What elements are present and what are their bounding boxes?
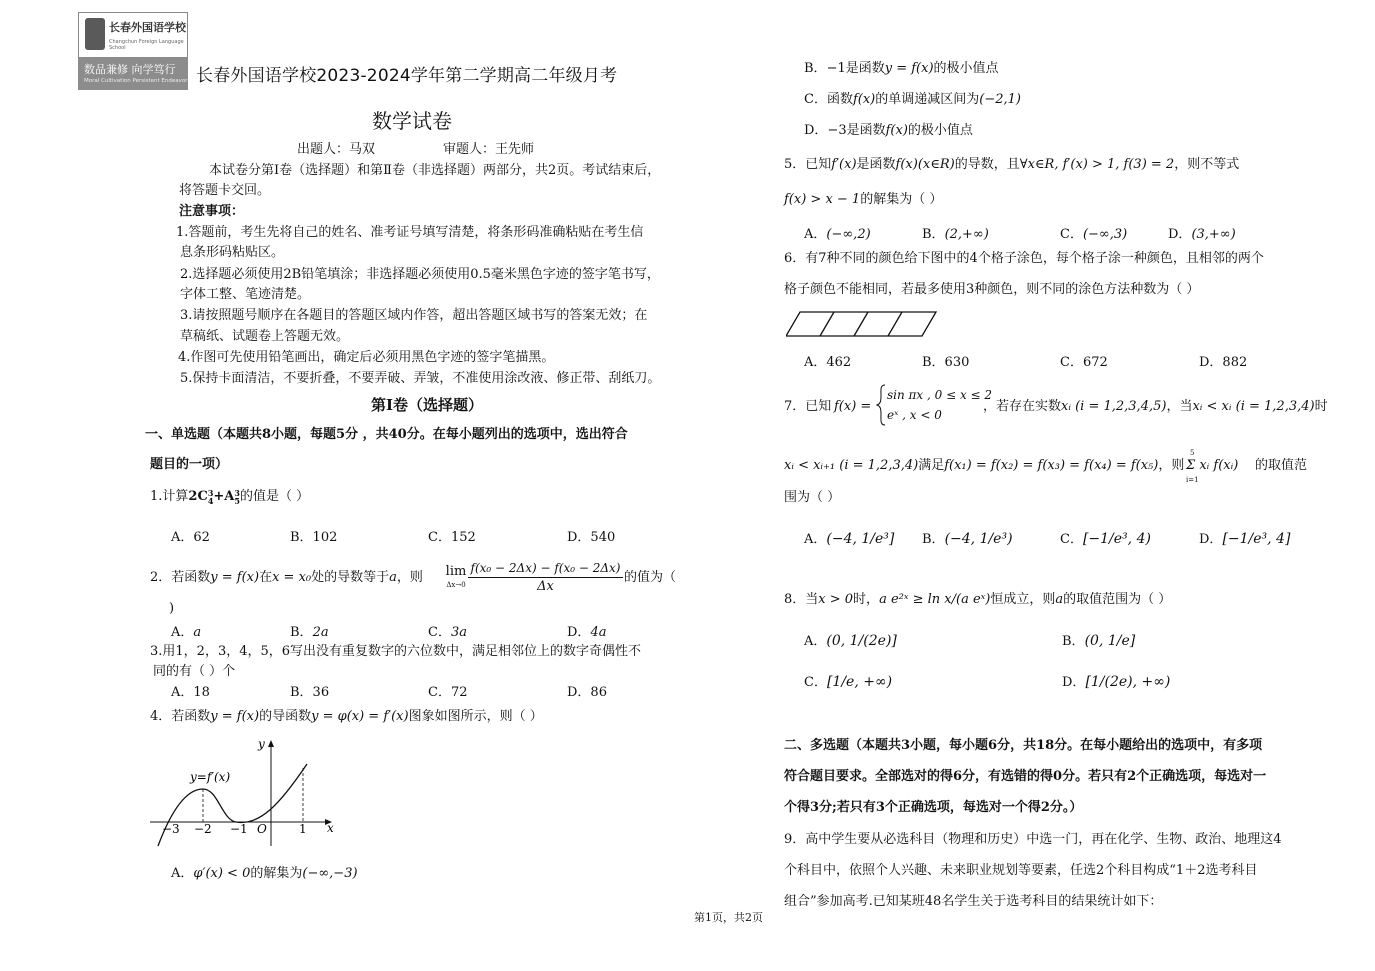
q8-option-a-label: A． <box>804 634 827 649</box>
q4-option-a-set: (−∞,−3) <box>302 866 358 881</box>
q7-option-b <box>922 530 1013 549</box>
q6-grid-divider-3 <box>888 312 902 336</box>
q6-line1: 6．有7种不同的颜色给下图中的4个格子涂色，每个格子涂一种颜色，且相邻的两个 <box>784 251 1264 266</box>
q5-ineq: f(x) > x − 1 <box>784 192 861 207</box>
q2-option-a-label: A． <box>171 625 194 640</box>
exam-title: 长春外国语学校2023-2024学年第二学期高二年级月考 <box>196 66 618 86</box>
section1-line1: 一、单选题（本题共8小题，每题5分 ，共40分。在每小题列出的选项中，选出符合 <box>145 427 628 442</box>
q4-fx: y = f(x) <box>210 709 260 724</box>
q5-stem-a: 5．已知 <box>784 157 832 172</box>
q5-option-a-label: A． <box>804 227 827 242</box>
q8-stem-d: 的取值范围为（ ） <box>1063 592 1172 607</box>
q7-option-d-value: [−1/e³, 4] <box>1222 531 1291 547</box>
q7-option-d-label: D． <box>1199 532 1223 547</box>
q5-stem-c: 的导数，且 <box>954 157 1020 172</box>
q8-stem <box>784 591 1171 609</box>
q4-option-d-text1: −3是函数 <box>827 123 886 138</box>
q3-line2: 同的有（ ）个 <box>153 664 236 679</box>
q2-fraction <box>468 560 623 595</box>
q2-option-c-label: C． <box>428 625 451 640</box>
school-logo <box>78 12 188 90</box>
notice-5: 5.保持卡面清洁，不要折叠，不要弄破、弄皱，不准使用涂改液、修正带、刮纸刀。 <box>180 371 661 386</box>
q7-case2: eˣ , x < 0 <box>887 408 942 422</box>
subject-title: 数学试卷 <box>372 109 452 133</box>
q5-stem <box>784 156 1239 174</box>
q2-option-b-value: 2a <box>312 625 329 640</box>
q2-lim-sub: Δx→0 <box>446 581 466 589</box>
q2-denominator: Δx <box>537 579 554 594</box>
q7-stem-rest <box>983 398 1328 416</box>
q7-option-a <box>804 530 894 549</box>
q4-tick-m2: −2 <box>194 822 212 836</box>
q4-option-b-text2: 的极小值点 <box>933 61 999 76</box>
q8-option-d-value: [1/(2e), +∞) <box>1085 674 1171 690</box>
notice-1a: 1.答题前，考生先将自己的姓名、准考证号填写清楚，将条形码准确粘贴在考生信 <box>176 225 644 240</box>
q5-stem-e: 的解集为（ ） <box>860 192 943 207</box>
q5-option-b-label: B． <box>922 227 945 242</box>
q1-expr-sup: 3 <box>207 487 214 498</box>
q2-option-b <box>290 624 329 642</box>
q8-option-c-label: C． <box>804 675 827 690</box>
q1-option-d: D．540 <box>567 530 616 545</box>
q4-gx: y = φ(x) = f′(x) <box>311 709 409 724</box>
q2-stem <box>150 569 423 587</box>
q4-option-d-text2: 的极小值点 <box>907 123 973 138</box>
q4-option-b-fx: y = f(x) <box>884 61 934 76</box>
q5-stem-d: ，则不等式 <box>1174 157 1240 172</box>
logo-motto-panel <box>78 58 188 90</box>
q7-line2-eq: f(x₁) = f(x₂) = f(x₃) = f(x₄) = f(x₅) <box>944 458 1159 473</box>
logo-motto-en: Moral Cultivation Persistent Endeavor <box>84 78 188 84</box>
q7-sum-bot: i=1 <box>1186 476 1199 484</box>
q2-option-c-value: 3a <box>450 625 467 640</box>
q6-option-c: C．672 <box>1060 355 1108 370</box>
q4-stem <box>150 708 543 726</box>
author: 出题人：马双 <box>297 142 376 157</box>
q7-option-c-label: C． <box>1060 532 1083 547</box>
q1-stem <box>150 488 309 506</box>
q4-option-a-expr: φ′(x) < 0 <box>193 866 251 881</box>
notice-title: 注意事项： <box>179 204 245 219</box>
q2-close: ) <box>169 601 175 616</box>
q1-plus: +A <box>213 489 235 504</box>
q3-option-b: B．36 <box>290 685 330 700</box>
page-footer: 第1页，共2页 <box>694 911 763 924</box>
intro-line1: 本试卷分第Ⅰ卷（选择题）和第Ⅱ卷（非选择题）两部分，共2页。考试结束后， <box>209 163 661 178</box>
q2-stem-b: 处的导数等于 <box>311 570 390 585</box>
q2-option-d-value: 4a <box>590 625 607 640</box>
q3-option-a: A．18 <box>171 685 210 700</box>
q5-option-d-label: D． <box>1168 227 1192 242</box>
q7-stem-a: 7．已知 <box>784 399 832 414</box>
q4-tick-1: 1 <box>299 822 307 836</box>
q4-option-a <box>171 865 358 883</box>
q4-origin-label: O <box>257 822 267 836</box>
q4-derivative-graph <box>150 734 340 849</box>
q3-option-d: D．86 <box>567 685 607 700</box>
q5-option-b <box>922 226 989 244</box>
q7-line2-d: 的取值范 <box>1255 458 1308 473</box>
q7-xi: xᵢ (i = 1,2,3,4,5) <box>1061 399 1167 414</box>
q2-lim-text: lim <box>445 564 467 579</box>
q4-option-c-label: C． <box>804 92 827 107</box>
q5-option-d <box>1168 226 1236 244</box>
q6-option-b: B．630 <box>922 355 970 370</box>
q5-option-b-value: (2,+∞) <box>944 227 989 242</box>
q7-stem-c: ，当 <box>1166 399 1193 414</box>
q2-fx: y = f(x) <box>210 570 260 585</box>
q2-option-b-label: B． <box>290 625 313 640</box>
notice-1b: 息条形码粘贴区。 <box>180 245 285 260</box>
q6-grid-figure <box>786 310 938 338</box>
q5-option-c-label: C． <box>1060 227 1083 242</box>
q7-line2-b: 满足 <box>918 458 945 473</box>
notice-2a: 2.选择题必须使用2B铅笔填涂；非选择题必须使用0.5毫米黑色字迹的签字笔书写， <box>180 267 660 282</box>
q5-stem-b: 是函数 <box>856 157 896 172</box>
q2-option-d <box>567 624 606 642</box>
q7-option-a-value: (−4, 1/e³] <box>826 531 895 547</box>
q4-option-d-label: D． <box>804 123 828 138</box>
q7-line3: 围为（ ） <box>784 490 841 505</box>
q7-sum-top: 5 <box>1190 449 1195 457</box>
q1-plus-sub: 5 <box>234 495 240 506</box>
q5-option-a-value: (−∞,2) <box>826 227 871 242</box>
notice-4: 4.作图可先使用铅笔画出，确定后必须用黑色字迹的签字笔描黑。 <box>178 350 555 365</box>
q9-line1: 9．高中学生要从必选科目（物理和历史）中选一门，再在化学、生物、政治、地理这4 <box>784 832 1282 847</box>
q4-tick-m1: −1 <box>230 822 248 836</box>
q2-stem-a: 2．若函数 <box>150 570 211 585</box>
q7-stem-d: 时 <box>1314 399 1328 414</box>
q4-option-b <box>804 60 999 78</box>
q2-stem-c: ，则 <box>396 570 423 585</box>
q8-option-a <box>804 632 897 651</box>
q9-line3: 组合”参加高考.已知某班48名学生关于选考科目的结果统计如下： <box>784 894 1163 909</box>
section2-line3: 个得3分;若只有3个正确选项，每选对一个得2分。） <box>784 800 1083 815</box>
q8-option-a-value: (0, 1/(2e)] <box>826 633 897 649</box>
section1-line2: 题目的一项） <box>150 457 229 472</box>
q5-stem2 <box>784 191 942 209</box>
q1-stem-b: 的值是（ ） <box>239 489 310 504</box>
q6-grid-divider-2 <box>854 312 868 336</box>
q7-sum: Σ xᵢ f(xᵢ) <box>1186 458 1239 473</box>
q7-option-b-value: (−4, 1/e³) <box>944 531 1013 547</box>
q8-option-b-value: (0, 1/e] <box>1084 633 1136 649</box>
part1-title: 第Ⅰ卷（选择题） <box>371 396 484 414</box>
q1-option-b: B．102 <box>290 530 338 545</box>
q7-line2 <box>784 457 1184 475</box>
q3-option-c: C．72 <box>428 685 468 700</box>
q7-fdef: f(x) = <box>834 399 872 414</box>
q4-option-b-text1: −1是函数 <box>826 61 885 76</box>
q8-option-b <box>1062 632 1135 651</box>
q8-a: a <box>1055 592 1064 607</box>
q5-option-d-value: (3,+∞) <box>1191 227 1236 242</box>
q8-ineq: a e²ˣ ≥ ln x/(a eˣ) <box>879 592 991 607</box>
q4-option-c-set: (−2,1) <box>979 92 1021 107</box>
q4-graph-label: y=f′(x) <box>190 770 231 784</box>
logo-school-en: Changchun Foreign Language School <box>109 39 184 51</box>
q8-option-d <box>1062 673 1170 692</box>
q1-expr-sub: 4 <box>207 495 214 506</box>
q1-stem-a: 1.计算 <box>150 489 189 504</box>
logo-top-panel <box>78 12 188 58</box>
q2-option-a-value: a <box>193 625 202 640</box>
q8-option-d-label: D． <box>1062 675 1086 690</box>
q8-stem-a: 8．当 <box>784 592 819 607</box>
q4-option-b-label: B． <box>804 61 827 76</box>
q4-option-c-text1: 函数 <box>826 92 853 107</box>
q4-option-d-fx: f(x) <box>885 123 908 138</box>
notice-3b: 草稿纸、试题卷上答题无效。 <box>180 329 350 344</box>
q4-option-d <box>804 122 973 140</box>
q7-option-c <box>1060 530 1151 549</box>
q8-option-b-label: B． <box>1062 634 1085 649</box>
q2-option-c <box>428 624 467 642</box>
q7-stem-b: ，若存在实数 <box>983 399 1062 414</box>
q2-stem-d: 的值为（ <box>624 570 677 585</box>
intro-line2: 将答题卡交回。 <box>179 183 271 198</box>
q1-expr: 2C <box>188 489 208 504</box>
q1-option-c: C．152 <box>428 530 476 545</box>
section2-line2: 符合题目要求。全部选对的得6分，有选错的得0分。若只有2个正确选项，每选对一 <box>784 769 1267 784</box>
q7-option-d <box>1199 530 1290 549</box>
q4-option-c-fx: f(x) <box>852 92 876 107</box>
q5-fx: f(x)(x∈R) <box>895 157 955 172</box>
q4-option-c <box>804 91 1021 109</box>
q9-line2: 个科目中，依照个人兴趣、未来职业规划等要素，任选2个科目构成“1＋2选考科目 <box>784 863 1258 878</box>
reviewer: 审题人：王先师 <box>443 142 535 157</box>
q2-option-d-label: D． <box>567 625 591 640</box>
q6-grid-divider-1 <box>820 312 834 336</box>
logo-school-name: 长春外国语学校 <box>109 21 186 34</box>
q4-stem-a: 4．若函数 <box>150 709 211 724</box>
q2-numerator: f(x₀ − 2Δx) − f(x₀ − 2Δx) <box>468 560 623 578</box>
q8-stem-b: 时， <box>853 592 880 607</box>
q4-option-c-text2: 的单调递减区间为 <box>875 92 980 107</box>
q5-option-c <box>1060 226 1127 244</box>
q7-option-b-label: B． <box>922 532 945 547</box>
q7-case1: sin πx , 0 ≤ x ≤ 2 <box>887 388 993 402</box>
q6-option-a: A．462 <box>804 355 852 370</box>
school-emblem-icon <box>85 18 105 50</box>
q5-fp: f′(x) <box>831 157 857 172</box>
q8-option-c <box>804 673 892 692</box>
q2-option-a <box>171 624 201 642</box>
q1-option-a: A．62 <box>171 530 210 545</box>
q3-line1: 3.用1，2，3，4，5，6写出没有重复数字的六位数中，满足相邻位上的数字奇偶性不 <box>150 644 642 659</box>
q7-cond: xᵢ < xᵢ (i = 1,2,3,4) <box>1192 399 1315 414</box>
q4-axis-y-label: y <box>258 737 265 751</box>
q5-option-a <box>804 226 871 244</box>
notice-2b: 字体工整、笔迹清楚。 <box>180 287 311 302</box>
logo-motto: 数品兼修 向学笃行 <box>84 63 176 76</box>
q8-option-c-value: [1/e, +∞) <box>826 674 893 690</box>
q4-stem-b: 的导函数 <box>259 709 312 724</box>
q4-option-a-label: A． <box>171 866 194 881</box>
q5-option-c-value: (−∞,3) <box>1082 227 1128 242</box>
q7-option-c-value: [−1/e³, 4) <box>1082 531 1151 547</box>
q2-x0: x = x₀ <box>272 570 312 585</box>
q4-axis-x-label: x <box>327 821 334 835</box>
q6-line2: 格子颜色不能相同，若最多使用3种颜色，则不同的涂色方法种数为（ ） <box>784 282 1200 297</box>
q7-brace-icon <box>876 384 886 426</box>
q7-line2-a: xᵢ < xᵢ₊₁ (i = 1,2,3,4) <box>784 458 919 473</box>
q8-cond: x > 0 <box>818 592 854 607</box>
q4-stem-c: 图象如图所示，则（ ） <box>408 709 543 724</box>
section2-line1: 二、多选题（本题共3小题，每小题6分，共18分。在每小题给出的选项中，有多项 <box>784 738 1263 753</box>
q2-at: 在 <box>259 570 273 585</box>
q8-stem-c: 恒成立，则 <box>990 592 1056 607</box>
q4-option-a-text: 的解集为 <box>250 866 303 881</box>
q6-option-d: D．882 <box>1199 355 1248 370</box>
q4-y-axis-arrow <box>268 740 274 747</box>
q5-cond: ∀x∈R, f′(x) > 1, f(3) = 2 <box>1019 157 1175 172</box>
q2-a: a <box>389 570 397 585</box>
q1-plus-sup: 3 <box>234 487 240 498</box>
q4-tick-m3: −3 <box>162 822 180 836</box>
q2-lim <box>443 563 469 589</box>
q7-option-a-label: A． <box>804 532 827 547</box>
q7-line2-c: ，则 <box>1158 458 1185 473</box>
notice-3a: 3.请按照题号顺序在各题目的答题区域内作答，超出答题区域书写的答案无效；在 <box>180 308 648 323</box>
